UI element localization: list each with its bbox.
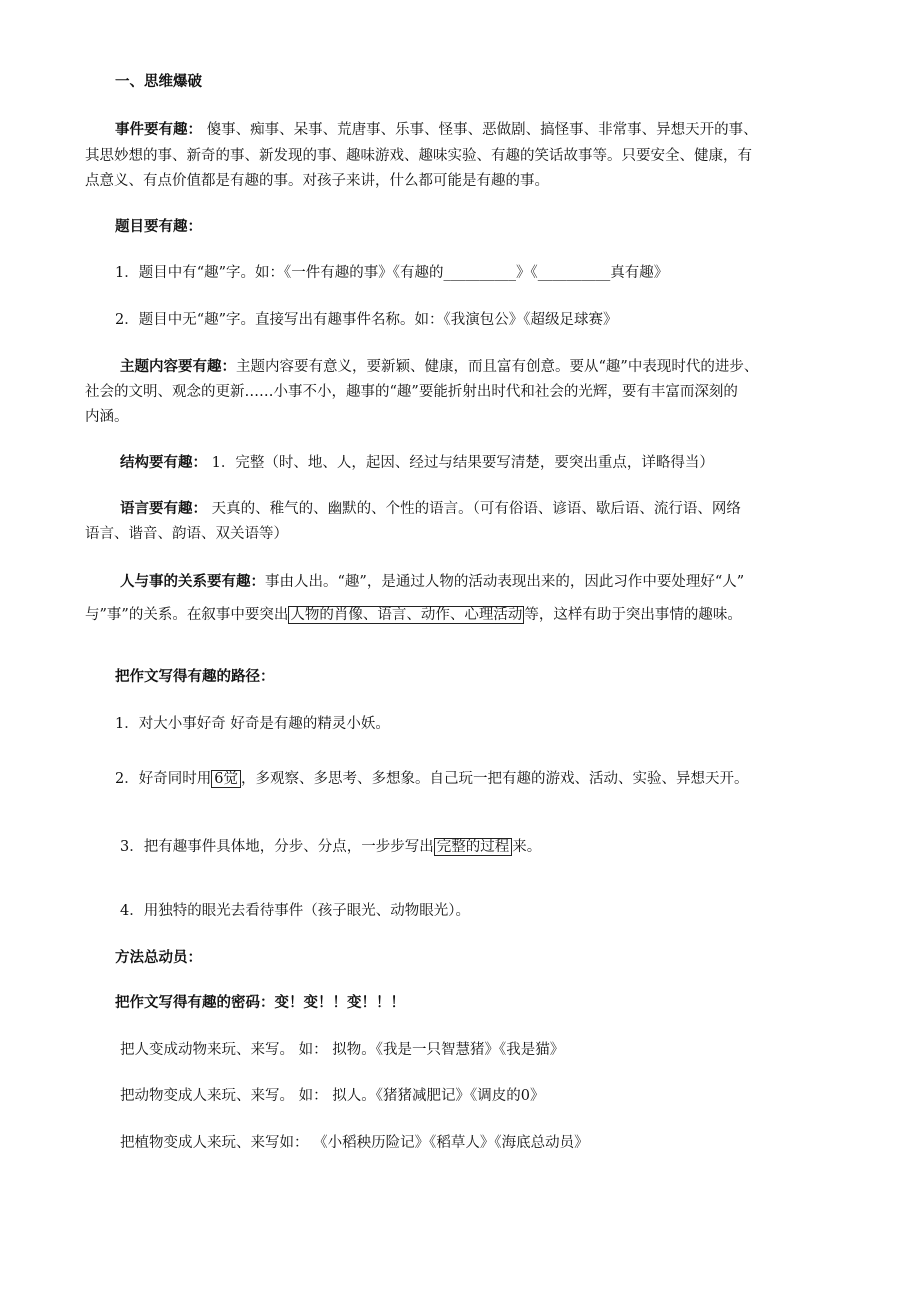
structure-label: 结构要有趣： <box>120 455 207 471</box>
theme-label: 主题内容要有趣： <box>120 359 236 375</box>
methods-heading: 方法总动员： <box>115 950 202 966</box>
paths-item3-boxed: 完整的过程 <box>434 838 513 856</box>
language-label: 语言要有趣： <box>120 501 207 517</box>
title-rule-label: 题目要有趣： <box>115 219 202 235</box>
relation-text-2-pre: 与”事”的关系。在叙事中要突出 <box>85 607 289 623</box>
paths-item2 <box>115 767 850 791</box>
paths-heading: 把作文写得有趣的路径： <box>115 669 275 685</box>
language-text-1: 天真的、稚气的、幽默的、个性的语言。（可有俗语、谚语、歇后语、流行语、网络 <box>211 501 741 517</box>
theme-paragraph-line1 <box>120 355 850 379</box>
methods-item2: 把动物变成人来玩、来写。 如： 拟人。《猪猪减肥记》《调皮的0》 <box>120 1088 545 1104</box>
paths-item1: 1．对大小事好奇 好奇是有趣的精灵小妖。 <box>115 716 390 732</box>
events-text-1: 傻事、痴事、呆事、荒唐事、乐事、怪事、恶做剧、搞怪事、非常事、异想天开的事、 <box>206 122 758 138</box>
section-heading: 一、思维爆破 <box>115 74 202 90</box>
theme-paragraph-line2: 社会的文明、观念的更新……小事不小，趣事的“趣”要能折射出时代和社会的光辉，要有丰富而深刻的 <box>85 384 738 400</box>
relation-label: 人与事的关系要有趣： <box>120 574 265 590</box>
language-paragraph-line2: 语言、谐音、韵语、双关语等） <box>85 526 288 542</box>
methods-secret: 把作文写得有趣的密码：变！变！！变！！！ <box>115 995 405 1011</box>
events-label: 事件要有趣： <box>115 122 202 138</box>
structure-text: 1．完整（时、地、人，起因、经过与结果要写清楚，要突出重点，详略得当） <box>211 455 714 471</box>
paths-item4: 4．用独特的眼光去看待事件（孩子眼光、动物眼光）。 <box>120 903 470 919</box>
title-rule-item1: 1．题目中有“趣”字。如：《一件有趣的事》《有趣的__________》《__________真有趣》 <box>115 265 669 281</box>
events-paragraph-line3: 点意义、有点价值都是有趣的事。对孩子来讲，什么都可能是有趣的事。 <box>85 173 549 189</box>
events-paragraph-line1 <box>115 118 850 142</box>
theme-text-1: 主题内容要有意义，要新颖、健康，而且富有创意。要从“趣”中表现时代的进步、 <box>236 359 759 375</box>
relation-paragraph-line1 <box>120 570 850 594</box>
relation-boxed-text: 人物的肖像、语言、动作、心理活动 <box>290 607 523 623</box>
paths-item2-pre: 2．好奇同时用 <box>115 771 212 787</box>
structure-paragraph <box>120 451 850 475</box>
relation-paragraph-line2 <box>85 603 850 627</box>
theme-paragraph-line3: 内涵。 <box>85 409 129 425</box>
paths-item2-post: ，多观察、多思考、多想象。自己玩一把有趣的游戏、活动、实验、异想天开。 <box>240 771 749 787</box>
paths-item3-post: 来。 <box>512 839 542 855</box>
methods-item1: 把人变成动物来玩、来写。 如： 拟物。《我是一只智慧猪》《我是猫》 <box>120 1042 565 1058</box>
events-paragraph-line2: 其思妙想的事、新奇的事、新发现的事、趣味游戏、趣味实验、有趣的笑话故事等。只要安全、健康，有 <box>85 148 752 164</box>
paths-item3-pre: 3．把有趣事件具体地，分步、分点，一步步写出 <box>120 839 434 855</box>
title-rule-item2: 2．题目中无“趣”字。直接写出有趣事件名称。如：《我演包公》《超级足球赛》 <box>115 312 618 328</box>
methods-item3: 把植物变成人来玩、来写如： 《小稻秧历险记》《稻草人》《海底总动员》 <box>120 1135 589 1151</box>
language-paragraph-line1 <box>120 497 850 521</box>
relation-text-1: 事由人出。“趣”，是通过人物的活动表现出来的，因此习作中要处理好“人” <box>265 574 745 590</box>
paths-item3 <box>120 835 850 859</box>
paths-item2-boxed: 6觉 <box>211 770 241 788</box>
relation-text-2-post: 等，这样有助于突出事情的趣味。 <box>524 607 742 623</box>
